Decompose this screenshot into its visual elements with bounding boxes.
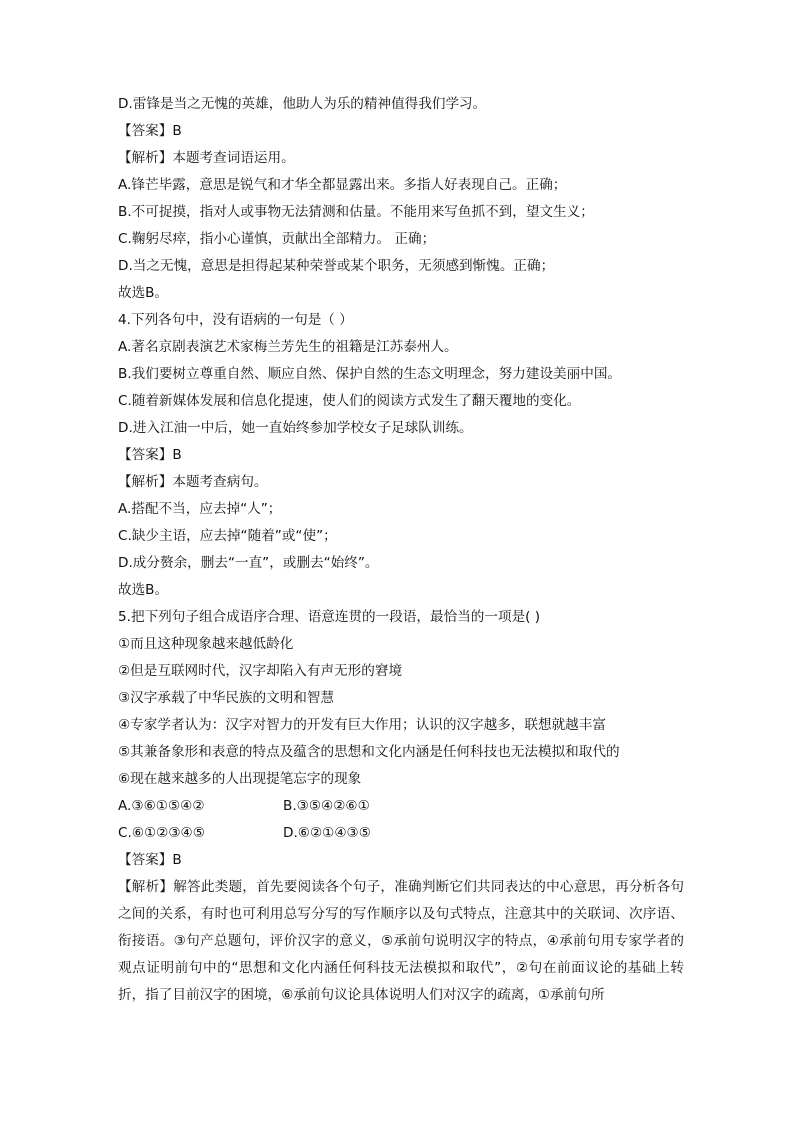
q5-sentence: ③汉字承载了中华民族的文明和智慧: [118, 690, 335, 706]
q5-options-row-1: [118, 800, 684, 814]
q3-analysis-line: A.锋芒毕露，意思是锐气和才华全都显露出来。多指人好表现自己。正确；: [118, 177, 567, 193]
q3-analysis-title: 【解析】本题考查词语运用。: [118, 150, 295, 166]
q4-analysis-line: C.缺少主语，应去掉“随着”或“使”；: [118, 528, 337, 544]
q3-analysis-line: C.鞠躬尽瘁，指小心谨慎，贡献出全部精力。 正确；: [118, 231, 436, 247]
q5-sentence: ①而且这种现象越来越低龄化: [118, 636, 294, 652]
q5-stem: 5.把下列句子组合成语序合理、语意连贯的一段语，最恰当的一项是( ): [118, 609, 541, 625]
q5-option-c: C.⑥①②③④⑤: [118, 825, 205, 841]
q4-analysis-title: 【解析】本题考查病句。: [118, 474, 268, 490]
q3-analysis-line: B.不可捉摸，指对人或事物无法猜测和估量。不能用来写鱼抓不到，望文生义；: [118, 204, 594, 220]
q4-conclusion: 故选B。: [118, 582, 169, 598]
q4-analysis-line: A.搭配不当，应去掉“人”；: [118, 501, 282, 517]
q3-analysis-line: D.当之无愧，意思是担得起某种荣誉或某个职务，无须感到惭愧。正确；: [118, 258, 555, 274]
q5-answer: 【答案】B: [118, 852, 182, 868]
q4-stem: 4.下列各句中，没有语病的一句是（ ）: [118, 312, 353, 328]
q5-sentence: ④专家学者认为：汉字对智力的开发有巨大作用；认识的汉字越多，联想就越丰富: [118, 717, 606, 733]
q3-answer: 【答案】B: [118, 123, 182, 139]
q5-option-b: B.③⑤④②⑥①: [283, 798, 370, 814]
q5-sentence: ②但是互联网时代，汉字却陷入有声无形的窘境: [118, 663, 403, 679]
q3-option-d: D.雷锋是当之无愧的英雄，他助人为乐的精神值得我们学习。: [118, 96, 487, 112]
q4-option-d: D.进入江油一中后，她一直始终参加学校女子足球队训练。: [118, 420, 473, 436]
q5-option-a: A.③⑥①⑤④②: [118, 798, 205, 814]
q5-sentence: ⑥现在越来越多的人出现提笔忘字的现象: [118, 771, 362, 787]
q3-conclusion: 故选B。: [118, 285, 169, 301]
q5-analysis: 【解析】解答此类题，首先要阅读各个句子，准确判断它们共同表达的中心意思，再分析各句之间的关系，有时也可利用总写分写的写作顺序以及句式特点，注意其中的关联词、次序语、衔接语。③句产总题句，评价汉字的意义，⑤承前句说明汉字的特点，④承前句用专家学者的观点证明前句中的“思想和文化内涵任何科技无法模拟和取代”，②句在前面议论的基础上转折，指了目前汉字的困境，⑥承前句议论具体说明人们对汉字的疏离，①承前句所: [118, 879, 684, 1003]
q4-analysis-line: D.成分赘余，删去“一直”，或删去“始终”。: [118, 555, 379, 571]
q4-answer: 【答案】B: [118, 447, 182, 463]
q4-option-b: B.我们要树立尊重自然、顺应自然、保护自然的生态文明理念，努力建设美丽中国。: [118, 366, 622, 382]
q5-sentence: ⑤其兼备象形和表意的特点及蕴含的思想和文化内涵是任何科技也无法模拟和取代的: [118, 744, 620, 760]
q4-option-c: C.随着新媒体发展和信息化提速，使人们的阅读方式发生了翻天覆地的变化。: [118, 393, 581, 409]
q4-option-a: A.著名京剧表演艺术家梅兰芳先生的祖籍是江苏泰州人。: [118, 339, 458, 355]
q5-options-row-2: [118, 827, 684, 841]
q5-option-d: D.⑥②①④③⑤: [283, 825, 371, 841]
